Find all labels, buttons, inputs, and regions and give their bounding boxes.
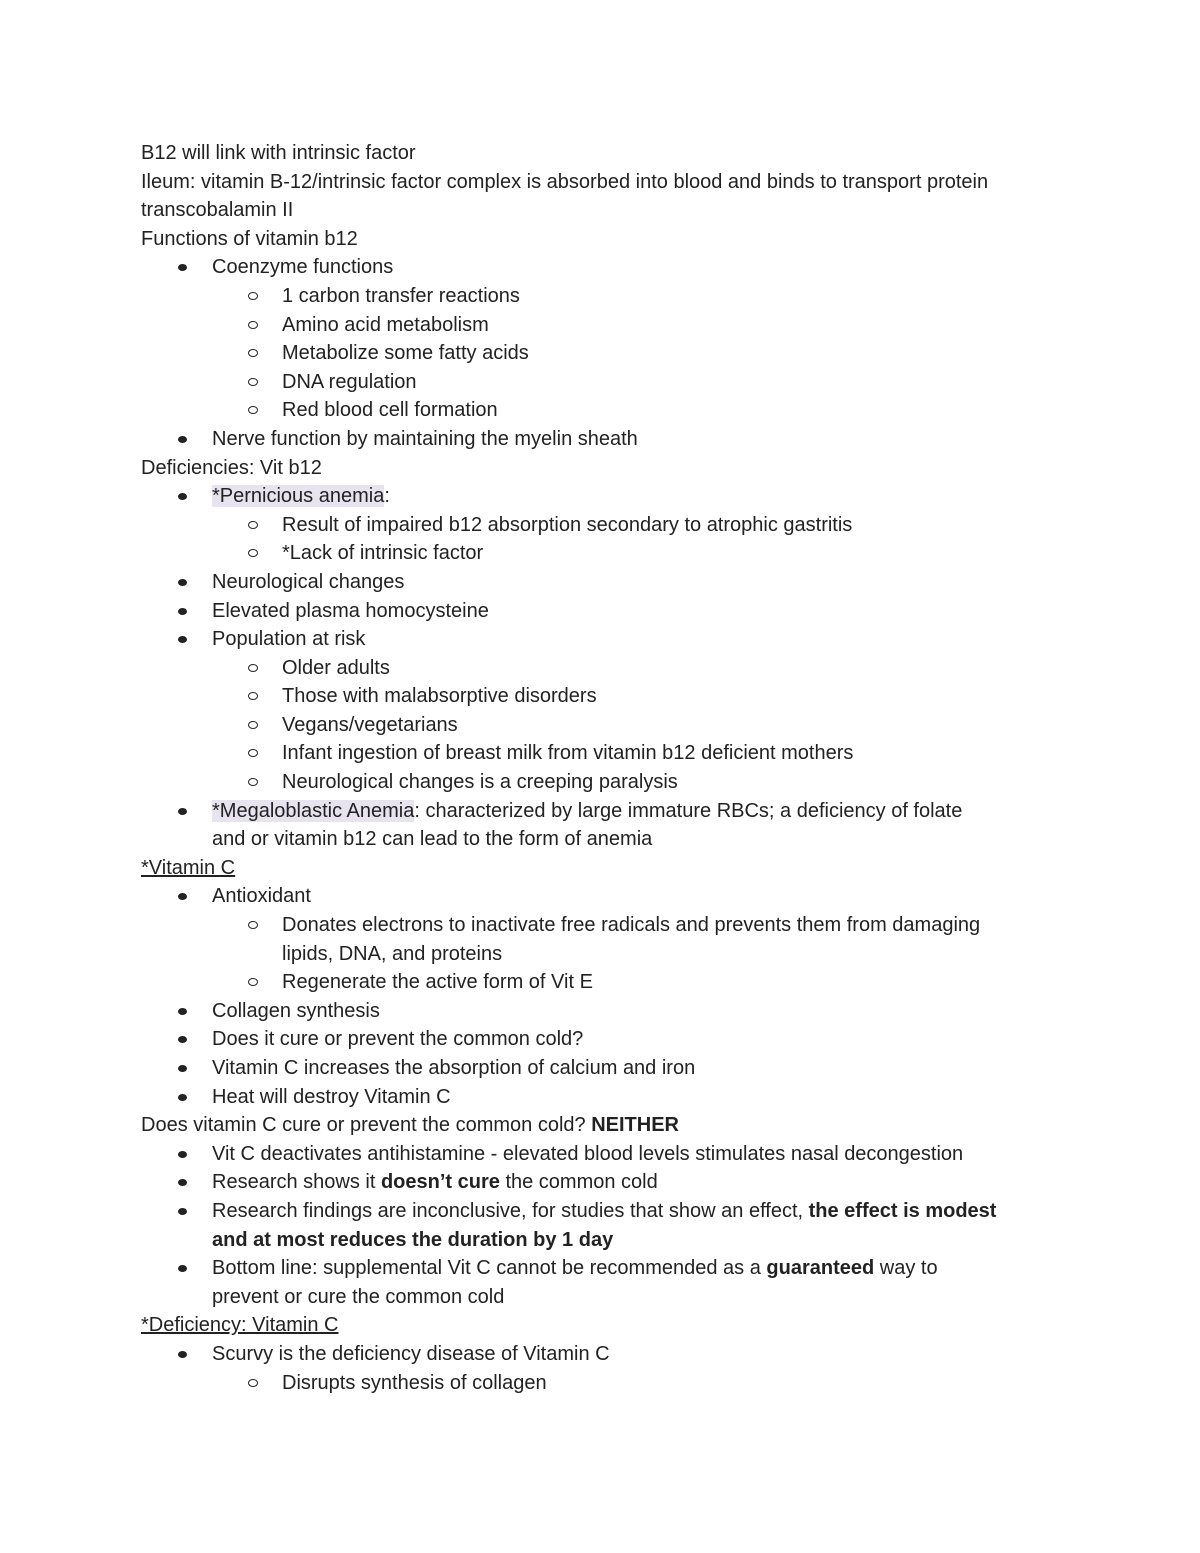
text-span: Bottom line: supplemental Vit C cannot be recommended as a [212, 1257, 767, 1280]
text-span: Regenerate the active form of Vit E [282, 971, 593, 994]
bullet-item [141, 253, 1081, 282]
bullet-circle-icon [248, 664, 258, 672]
bullet-disc-icon [178, 1351, 187, 1358]
text-span: 1 carbon transfer reactions [282, 284, 520, 307]
text-span: Collagen synthesis [212, 999, 380, 1022]
document-body [141, 139, 1081, 1397]
bullet-disc-icon [178, 893, 187, 900]
bullet-item [141, 882, 1081, 911]
bullet-circle-icon [248, 692, 258, 700]
bullet-disc-icon [178, 1008, 187, 1015]
bullet-item [141, 1083, 1081, 1112]
sub-bullet-item [141, 682, 1081, 711]
sub-bullet-item [141, 339, 1081, 368]
bullet-disc-icon [178, 579, 187, 586]
sub-bullet-item [141, 282, 1081, 311]
sub-bullet-item [141, 911, 1081, 940]
sub-bullet-item [141, 311, 1081, 340]
sub-bullet-item [141, 940, 1081, 969]
bullet-disc-icon [178, 1094, 187, 1101]
text-span: Infant ingestion of breast milk from vitamin b12 deficient mothers [282, 742, 854, 765]
text-span: Population at risk [212, 628, 366, 651]
underlined-heading: *Deficiency: Vitamin C [141, 1314, 339, 1337]
sub-bullet-item [141, 739, 1081, 768]
sub-bullet-item [141, 539, 1081, 568]
bullet-item [141, 1340, 1081, 1369]
bullet-circle-icon [248, 292, 258, 300]
bullet-circle-icon [248, 778, 258, 786]
text-span: Nerve function by maintaining the myelin sheath [212, 427, 638, 450]
bullet-item [141, 1054, 1081, 1083]
underlined-heading: *Vitamin C [141, 856, 236, 879]
bullet-circle-icon [248, 549, 258, 557]
bullet-item [141, 1283, 1081, 1312]
text-span: Donates electrons to inactivate free radicals and prevents them from damaging [282, 914, 981, 937]
text-span: Older adults [282, 656, 390, 679]
bullet-item [141, 997, 1081, 1026]
bullet-circle-icon [248, 321, 258, 329]
text-span: guaranteed [766, 1257, 875, 1280]
bullet-disc-icon [178, 436, 187, 443]
text-span: the effect is modest [808, 1199, 997, 1222]
paragraph-line [141, 854, 1081, 883]
paragraph-line [141, 454, 1081, 483]
sub-bullet-item [141, 711, 1081, 740]
text-span: NEITHER [591, 1114, 679, 1137]
text-span: Does vitamin C cure or prevent the common cold? [141, 1114, 592, 1137]
text-span: B12 will link with intrinsic factor [141, 142, 416, 164]
text-span: way to [874, 1257, 938, 1280]
bullet-disc-icon [178, 636, 187, 643]
text-span: doesn’t cure [380, 1171, 500, 1194]
text-span: Heat will destroy Vitamin C [212, 1085, 451, 1108]
text-span: *Lack of intrinsic factor [282, 542, 484, 565]
text-span: the common cold [499, 1171, 658, 1194]
paragraph-line [141, 168, 1081, 197]
bullet-item [141, 825, 1081, 854]
text-span: and at most reduces the duration by 1 day [212, 1228, 614, 1251]
bullet-item [141, 1140, 1081, 1169]
text-span: Amino acid metabolism [282, 313, 489, 336]
text-span: prevent or cure the common cold [212, 1285, 505, 1308]
bullet-disc-icon [178, 1265, 187, 1272]
sub-bullet-item [141, 511, 1081, 540]
bullet-disc-icon [178, 493, 187, 500]
text-span: Does it cure or prevent the common cold? [212, 1028, 584, 1051]
bullet-item [141, 1168, 1081, 1197]
text-span: Ileum: vitamin B-12/intrinsic factor complex is absorbed into blood and binds to transport protein [141, 170, 989, 193]
bullet-circle-icon [248, 1379, 258, 1387]
bullet-circle-icon [248, 378, 258, 386]
text-span: Research shows it [212, 1171, 381, 1194]
bullet-circle-icon [248, 978, 258, 986]
bullet-disc-icon [178, 608, 187, 615]
text-span: Vit C deactivates antihistamine - elevated blood levels stimulates nasal decongestion [212, 1142, 964, 1165]
text-span: Those with malabsorptive disorders [282, 685, 597, 708]
bullet-circle-icon [248, 349, 258, 357]
bullet-item [141, 482, 1081, 511]
text-span: lipids, DNA, and proteins [282, 942, 503, 965]
text-span: and or vitamin b12 can lead to the form of anemia [212, 828, 653, 851]
text-span: Disrupts synthesis of collagen [282, 1371, 547, 1394]
highlighted-text: *Megaloblastic Anemia [212, 799, 415, 822]
text-span: Functions of vitamin b12 [141, 227, 358, 250]
bullet-circle-icon [248, 921, 258, 929]
sub-bullet-item [141, 968, 1081, 997]
text-span: Metabolize some fatty acids [282, 342, 529, 365]
sub-bullet-item [141, 396, 1081, 425]
text-span: DNA regulation [282, 370, 417, 393]
text-span: Elevated plasma homocysteine [212, 599, 489, 622]
bullet-item [141, 1197, 1081, 1226]
text-span: Neurological changes is a creeping paralysis [282, 771, 678, 794]
bullet-disc-icon [178, 1208, 187, 1215]
bullet-disc-icon [178, 1065, 187, 1072]
sub-bullet-item [141, 768, 1081, 797]
bullet-item [141, 425, 1081, 454]
paragraph-line [141, 1311, 1081, 1340]
text-span: Vitamin C increases the absorption of calcium and iron [212, 1057, 696, 1079]
bullet-disc-icon [178, 264, 187, 271]
bullet-item [141, 625, 1081, 654]
text-span: Deficiencies: Vit b12 [141, 456, 322, 479]
bullet-circle-icon [248, 406, 258, 414]
text-span: transcobalamin II [141, 199, 294, 222]
text-span: Antioxidant [212, 885, 311, 908]
text-span: : characterized by large immature RBCs; a deficiency of folate [414, 799, 963, 822]
sub-bullet-item [141, 1369, 1081, 1398]
bullet-item [141, 1226, 1081, 1255]
bullet-disc-icon [178, 1151, 187, 1158]
text-span: : [384, 485, 390, 508]
text-span: Research findings are inconclusive, for studies that show an effect, [212, 1199, 809, 1222]
bullet-item [141, 797, 1081, 826]
bullet-circle-icon [248, 721, 258, 729]
highlighted-text: *Pernicious anemia [212, 485, 385, 508]
paragraph-line [141, 225, 1081, 254]
paragraph-line [141, 196, 1081, 225]
bullet-disc-icon [178, 1179, 187, 1186]
bullet-item [141, 568, 1081, 597]
bullet-circle-icon [248, 521, 258, 529]
sub-bullet-item [141, 654, 1081, 683]
text-span: Vegans/vegetarians [282, 713, 458, 736]
text-span: Neurological changes [212, 570, 405, 593]
bullet-disc-icon [178, 808, 187, 815]
bullet-item [141, 597, 1081, 626]
bullet-item [141, 1254, 1081, 1283]
text-span: Result of impaired b12 absorption secondary to atrophic gastritis [282, 513, 853, 536]
bullet-item [141, 1025, 1081, 1054]
text-span: Scurvy is the deficiency disease of Vitamin C [212, 1342, 610, 1365]
sub-bullet-item [141, 368, 1081, 397]
paragraph-line [141, 1111, 1081, 1140]
paragraph-line [141, 139, 1081, 168]
text-span: Coenzyme functions [212, 256, 394, 279]
bullet-disc-icon [178, 1036, 187, 1043]
text-span: Red blood cell formation [282, 399, 498, 422]
bullet-circle-icon [248, 749, 258, 757]
